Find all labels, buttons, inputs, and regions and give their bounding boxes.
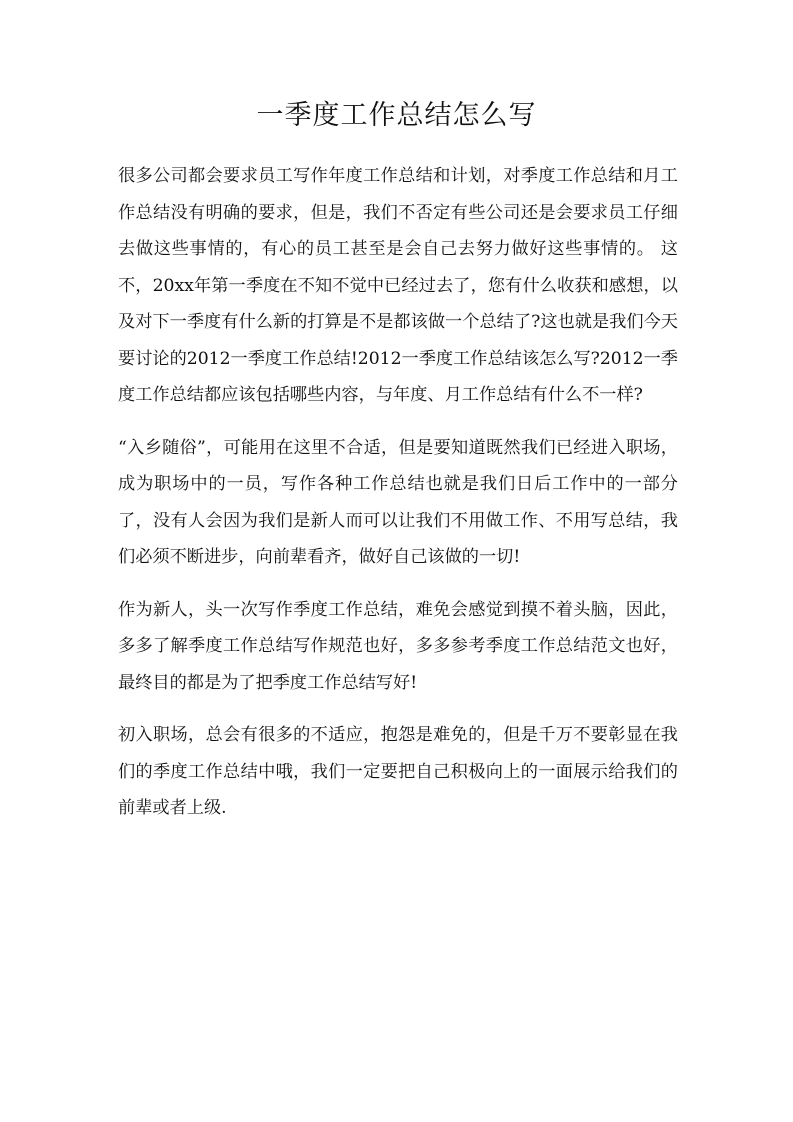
document-body bbox=[118, 158, 678, 843]
document-title: 一季度工作总结怎么写 bbox=[256, 100, 537, 131]
paragraph-1: 很多公司都会要求员工写作年度工作总结和计划，对季度工作总结和月工作总结没有明确的要求，但是，我们不否定有些公司还是会要求员工仔细去做这些事情的，有心的员工甚至是会自己去努力做好这些事情的。 这不，20xx年第一季度在不知不觉中已经过去了，您有什么收获和感想，以及对下一季度有什么新的打算是不是都该做一个总结了?这也就是我们今天要讨论的2012一季度工作总结!2012一季度工作总结该怎么写?2012一季度工作总结都应该包括哪些内容，与年度、月工作总结有什么不一样? bbox=[118, 166, 678, 405]
paragraph-4: 初入职场，总会有很多的不适应，抱怨是难免的，但是千万不要彰显在我们的季度工作总结中哦，我们一定要把自己积极向上的一面展示给我们的前辈或者上级. bbox=[118, 725, 678, 818]
paragraph-3: 作为新人，头一次写作季度工作总结，难免会感觉到摸不着头脑，因此，多多了解季度工作总结写作规范也好，多多参考季度工作总结范文也好，最终目的都是为了把季度工作总结写好! bbox=[118, 599, 678, 693]
paragraph-2: “入乡随俗”，可能用在这里不合适，但是要知道既然我们已经进入职场，成为职场中的一员，写作各种工作总结也就是我们日后工作中的一部分了，没有人会因为我们是新人而可以让我们不用做工作、不用写总结，我们必须不断进步，向前辈看齐，做好自己该做的一切! bbox=[118, 437, 678, 567]
